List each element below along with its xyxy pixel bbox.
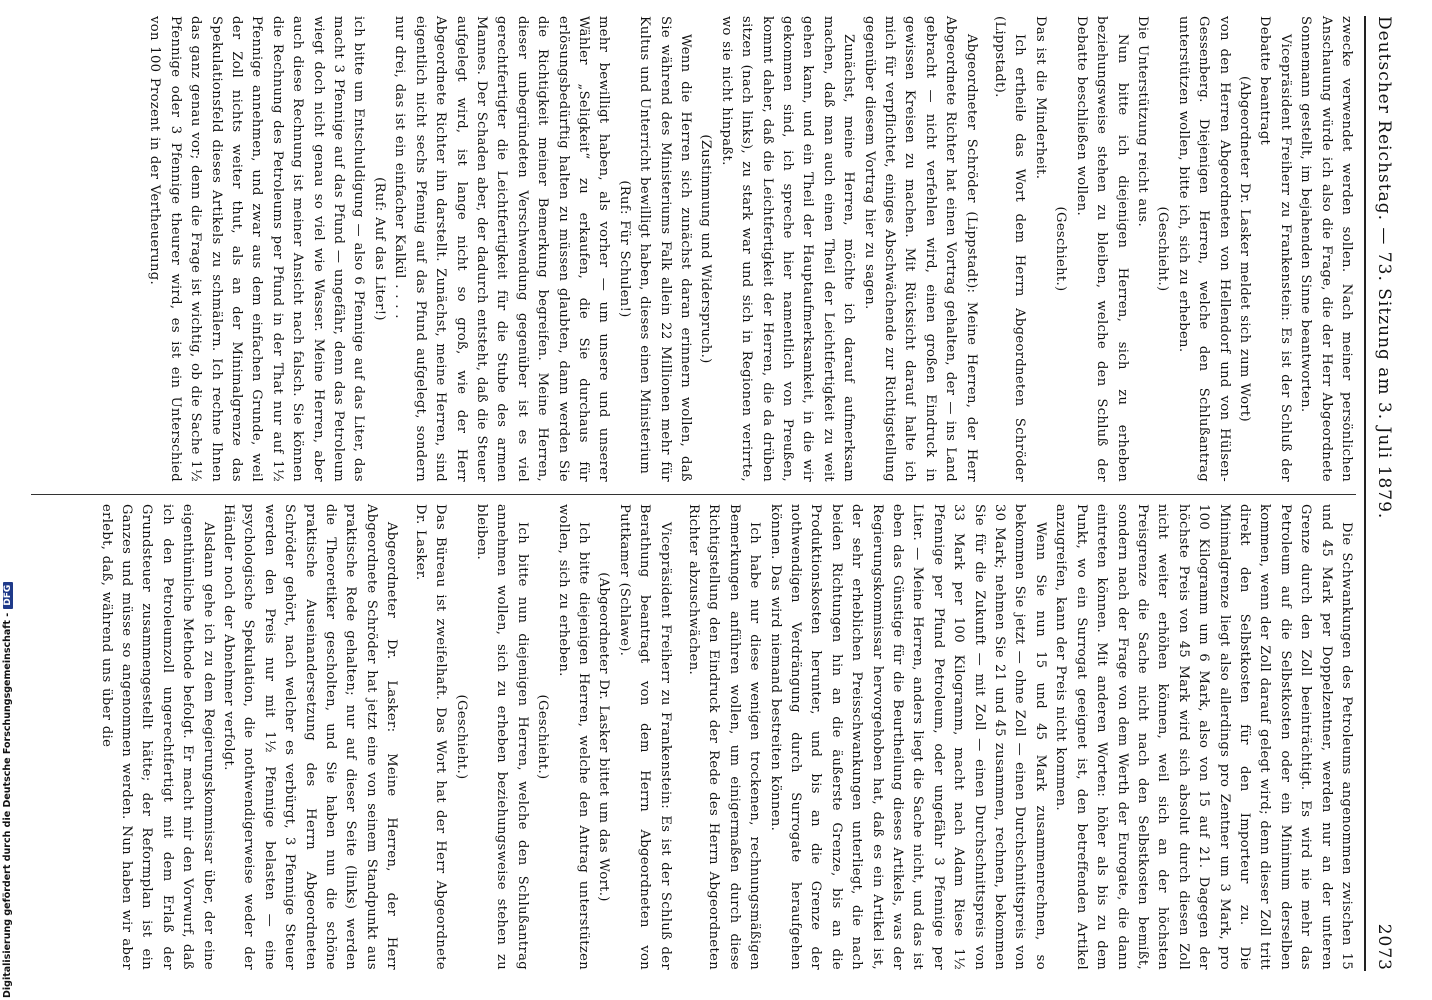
credit-text: Digitalisierung gefördert durch die Deutsche Forschungsgemeinschaft -	[2, 612, 13, 998]
interjection: (Ruf: Für Schulen!)	[616, 180, 632, 318]
interjection: (Abgeordneter Dr. Lasker bittet um das Wort.)	[596, 572, 612, 902]
paragraph: Abgeordneter Schröder (Lippstadt): Meine Herren, der Herr Abgeordnete Richter hat einen Vortrag gehalten, der — ins Land gebracht — nicht verfehlen wird, einen großen Eindruck in gewissen Kreisen zu machen. Mit Rücksicht darauf halte ich mich für verpflichtet, einiges Abschwächende zur Richtigstellung gegenüber diesem Vortrag hier zu sagen.	[861, 16, 979, 482]
interjection: (Geschieht.)	[1155, 206, 1171, 292]
paragraph: Abgeordneter Dr. Lasker: Meine Herren, der Herr Abgeordnete Schröder hat jetzt eine von seinem Standpunkt aus praktische Rede gehalten; nur auf dieser Seite (links) werden die Theoretiker gescholten, und Sie haben nun die schöne praktische Auseinandersetzung des Herrn Abgeordneten Schröder gehört, nach welcher es verbürgt, 3 Pfennige Steuer werden den Preis nur mit 1½ Pfennige belasten — eine psychologische Spekulation, die nothwendigerweise weder der Händler noch der Abnehmer verfolgt.	[221, 504, 400, 970]
paragraph: Vicepräsident Freiherr zu Frankenstein: Es ist der Schluß der Debatte beantragt	[1257, 16, 1293, 482]
paragraph: ich bitte um Entschuldigung — also 6 Pfennige auf das Liter, das macht 3 Pfennige auf das Pfund — ungefähr, denn das Petroleum wiegt doch nicht genau so viel wie Wasser. Meine Herren, aber auch diese Rechnung ist meiner Ansicht nach falsch. Sie können die Rechnung des Petroleums per Pfund in der That nur auf 1½ Pfennige annehmen, und zwar aus dem einfachen Grunde, weil der Zoll nichts weiter thut, als an der Minimalgrenze das Spekulationsfeld dieses Artikels zu schmälern. Ich rechne Ihnen das ganz genau vor; denn die Frage ist wichtig, ob die Sache 1½ Pfennige oder 3 Pfennige theurer wird, es ist ein Unterschied von 100 Prozent in der Vertheuerung.	[147, 16, 367, 482]
interjection: (Zustimmung und Widerspruch.)	[698, 134, 714, 364]
interjection: (Ruf: Auf das Liter!)	[371, 177, 387, 321]
interjection: (Geschieht.)	[453, 694, 469, 780]
paragraph: Das Büreau ist zweifelhaft. Das Wort hat der Herr Abgeordnete Dr. Lasker.	[412, 504, 449, 970]
paragraph: Wenn die Herren sich zunächst daran erinnern wollen, daß Sie während des Ministeriums Falk allein 22 Millionen mehr für Kultus und Unterricht bewilligt haben, dieses einen Ministerium	[637, 16, 693, 482]
paragraph: Die Unterstützung reicht aus.	[1134, 16, 1150, 227]
digitization-credit	[2, 582, 13, 998]
paragraph: mehr bewilligt haben, als vorher — um unsere und unserer Wähler „Seligkeit“ zu erkaufen, die Sie durchaus für erlösungsbedürftig halten zu müssen glaubten, dann werden Sie die Richtigkeit meiner Bemerkung begreifen. Meine Herren, dieser unbegründeten Verschwendung gegenüber ist es viel gerechtfertigter die Leichtfertigkeit für die Stube des armen Mannes. Der Schaden aber, der dadurch entsteht, daß die Steuer aufgelegt wird, ist lange nicht so groß, wie der Herr Abgeordnete Richter ihn darstellt. Zunächst, meine Herren, sind eigentlich nicht sechs Pfennig auf das Pfund aufgelegt, sondern nur drei, das ist ein einfacher Kalkül . . . .	[392, 16, 612, 482]
header-rule	[1364, 16, 1366, 971]
left-column	[36, 16, 1356, 482]
paragraph: Das ist die Minderheit.	[1032, 16, 1048, 180]
paragraph: zwecke verwendet werden sollen. Nach meiner persönlichen Anschauung würde ich also die Frage, die der Herr Abgeordnete Sonnemann gestellt, im bejahenden Sinne beantworten.	[1298, 16, 1354, 482]
paragraph: Ich ertheile das Wort dem Herrn Abgeordneten Schröder (Lippstadt).	[992, 16, 1028, 482]
paragraph: Die Schwankungen des Petroleums angenommen zwischen 15 und 45 Mark per Doppelzentner, werden nur an der unteren Grenze durch den Zoll beeinträchtigt. Es wird nie mehr das Petroleum auf die Selbstkosten oder ein Minimum derselben kommen, wenn der Zoll darauf gelegt wird; denn dieser Zoll tritt direkt den Selbstkosten für den Importeur zu. Die Minimalgrenze liegt also allerdings pro Zentner um 3 Mark, pro 100 Kilogramm um 6 Mark, also von 15 auf 21. Dagegen der höchste Preis von 45 Mark wird sich absolut durch diesen Zoll nicht weiter erhöhen können, weil sich an der höchsten Preisgrenze die Sache nicht nach den Selbstkosten bemißt, sondern nach der Frage von dem Werth der Eurogate, die dann eintreten können. Mit anderen Worten: höher als bis zu dem Punkt, wo ein Surrogat geeignet ist, den betreffenden Artikel anzugreifen, kann der Preis nicht kommen.	[1053, 504, 1354, 970]
running-header	[1370, 16, 1394, 971]
header-title: Deutscher Reichstag. — 73. Sitzung am 3. Juli 1879.	[1374, 16, 1394, 520]
paragraph: Ich bitte nun diejenigen Herren, welche den Schlußantrag annehmen wollen, sich zu erheben beziehungsweise stehen zu bleiben.	[473, 504, 530, 970]
paragraph: Ich habe nur diese wenigen trockenen, rechnungsmäßigen Bemerkungen anführen wollen, um einigermaßen durch diese Richtigstellung den Eindruck der Rede des Herrn Abgeordneten Richter abzuschwächen.	[686, 504, 763, 970]
paragraph: Nun bitte ich diejenigen Herren, sich zu erheben beziehungsweise stehen zu bleiben, welche den Schluß der Debatte beschließen wollen.	[1073, 16, 1130, 482]
page-number: 2073	[1374, 923, 1394, 971]
interjection: (Abgeordneter Dr. Lasker meldet sich zum Wort)	[1236, 75, 1252, 422]
paragraph: Alsdann gehe ich zu dem Regierungskommissar über, der eine eigenthümliche Methode befolgt. Er macht mir den Vorwurf, daß ich den Petroleumzoll ungerechtfertigt mit dem Erlaß der Grundsteuer zusammengestellt hätte; der Reformplan ist ein Ganzes und müsse so angenommen werden. Nun haben wir aber erlebt, daß, während uns über die	[98, 504, 216, 970]
dfg-logo: DFG	[3, 582, 13, 609]
paragraph: Wenn Sie nun 15 und 45 Mark zusammenrechnen, so bekommen Sie jetzt — ohne Zoll — einen Durchschnittspreis von 30 Mark; nehmen Sie 21 und 45 zusammen, rechnen, bekommen Sie für die Zukunft — mit Zoll — einen Durchschnittspreis von 33 Mark per 100 Kilogramm, macht nach Adam Riese 1½ Pfennige per Pfund Petroleum, oder ungefähr 3 Pfennige per Liter. — Meine Herren, anders liegt die Sache nicht, und das ist eben das Günstige für die Beurtheilung dieses Artikels, was der Regierungskommissar hervorgehoben hat, daß es ein Artikel ist, der sehr erheblichen Preisschwankungen unterliegt, die nach beiden Richtungen hin an die äußerste Grenze, bis an die Produktionskosten herunter, und bis an die Grenze der nothwendigen Verdrängung durch Surrogate heraufgehen können. Das wird niemand bestreiten können.	[767, 504, 1048, 970]
paragraph: Ich bitte diejenigen Herren, welche den Antrag unterstützen wollen, sich zu erheben.	[555, 504, 591, 970]
newspaper-page	[22, 2, 1412, 987]
column-divider	[31, 494, 1356, 495]
paragraph: Vicepräsident Freiherr zu Frankenstein: Es ist der Schluß der Berathung beantragt von dem Herrn Abgeordneten von Puttkamer (Schlawe).	[616, 504, 673, 970]
right-column	[36, 504, 1356, 970]
paragraph: Zunächst, meine Herren, möchte ich darauf aufmerksam machen, daß man auch einen Theil der Leichtfertigkeit zu weit gehen kann, und ein Theil der Hauptaufmerksamkeit, in die wir gekommen sind, ich spreche hier namentlich von Preußen, kommt daher, daß die Leichtfertigkeit der Herren, die da drüben sitzen (nach links), zu stark war und sich in Regionen verirrte, wo sie nicht hinpaßt.	[718, 16, 857, 482]
paragraph: von den Herren Abgeordneten von Hellendorf und von Hülsen-Gessenberg. Diejenigen Herren, welche den Schlußantrag unterstützen wollen, bitte ich, sich zu erheben.	[1175, 16, 1232, 482]
interjection: (Geschieht.)	[535, 694, 551, 780]
interjection: (Geschieht.)	[1053, 206, 1069, 292]
